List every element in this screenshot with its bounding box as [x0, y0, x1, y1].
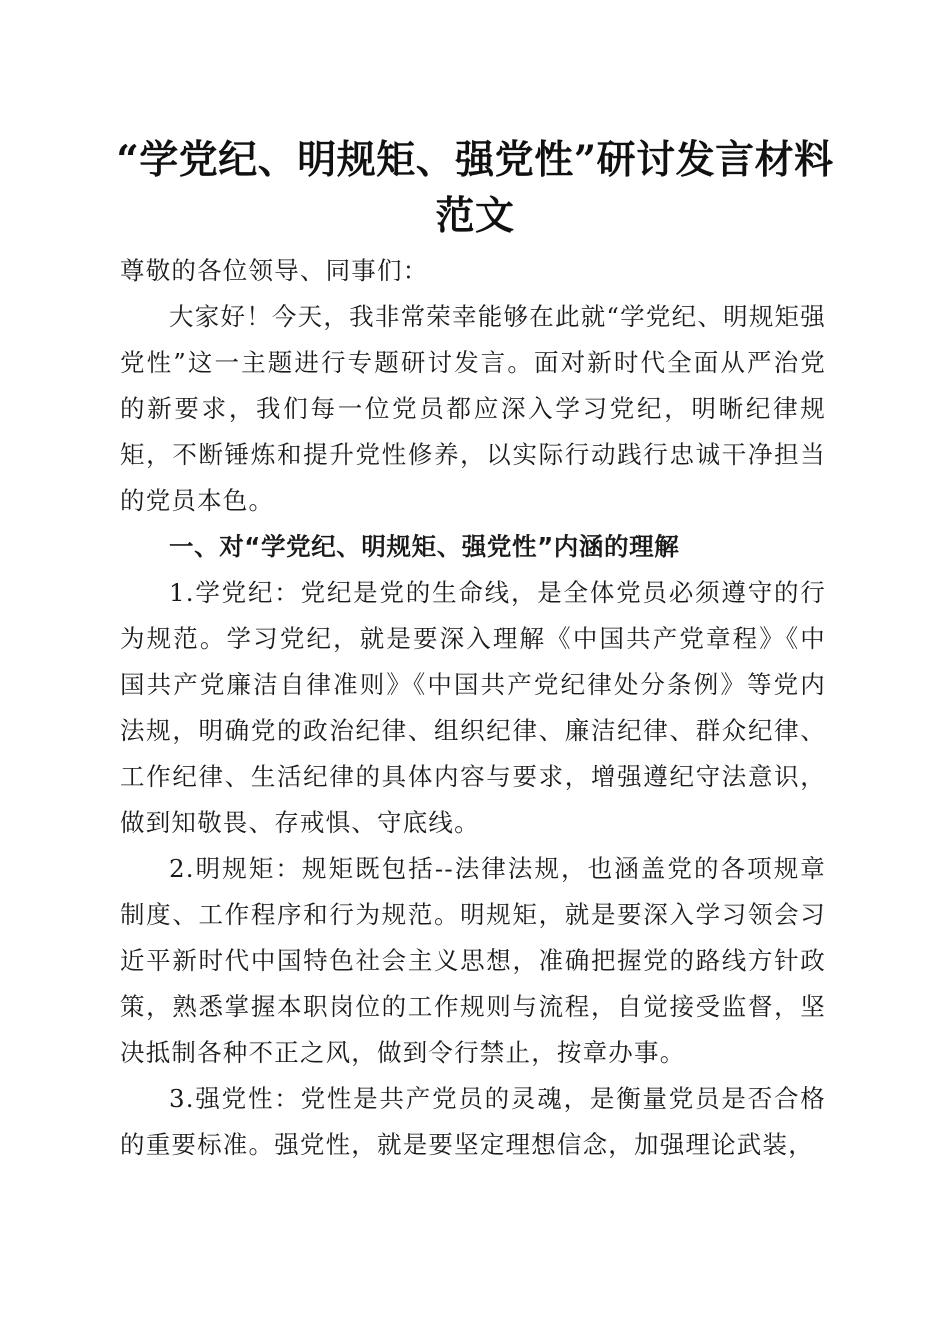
paragraph-3: 3.强党性：党性是共产党员的灵魂，是衡量党员是否合格的重要标准。强党性，就是要坚定理想信念，加强理论武装， — [120, 1084, 826, 1159]
salutation: 尊敬的各位领导、同事们： — [120, 256, 429, 285]
intro-paragraph: 大家好！今天，我非常荣幸能够在此就“学党纪、明规矩强党性”这一主题进行专题研讨发言。面对新时代全面从严治党的新要求，我们每一位党员都应深入学习党纪，明晰纪律规矩，不断锤炼和提升党性修养，以实际行动践行忠诚干净担当的党员本色。 — [120, 302, 826, 515]
document-body — [120, 248, 826, 1168]
section-heading: 一、对“学党纪、明规矩、强党性”内涵的理解 — [169, 532, 680, 561]
paragraph-1: 1.学党纪：党纪是党的生命线，是全体党员必须遵守的行为规范。学习党纪，就是要深入理解《中国共产党章程》《中国共产党廉洁自律准则》《中国共产党纪律处分条例》等党内法规，明确党的政治纪律、组织纪律、廉洁纪律、群众纪律、工作纪律、生活纪律的具体内容与要求，增强遵纪守法意识，做到知敬畏、存戒惧、守底线。 — [120, 578, 826, 837]
paragraph-2: 2.明规矩：规矩既包括--法律法规，也涵盖党的各项规章制度、工作程序和行为规范。明规矩，就是要深入学习领会习近平新时代中国特色社会主义思想，准确把握党的路线方针政策，熟悉掌握本职岗位的工作规则与流程，自觉接受监督，坚决抵制各种不正之风，做到令行禁止，按章办事。 — [120, 854, 826, 1067]
document-title: “学党纪、明规矩、强党性”研讨发言材料范文 — [116, 137, 834, 239]
